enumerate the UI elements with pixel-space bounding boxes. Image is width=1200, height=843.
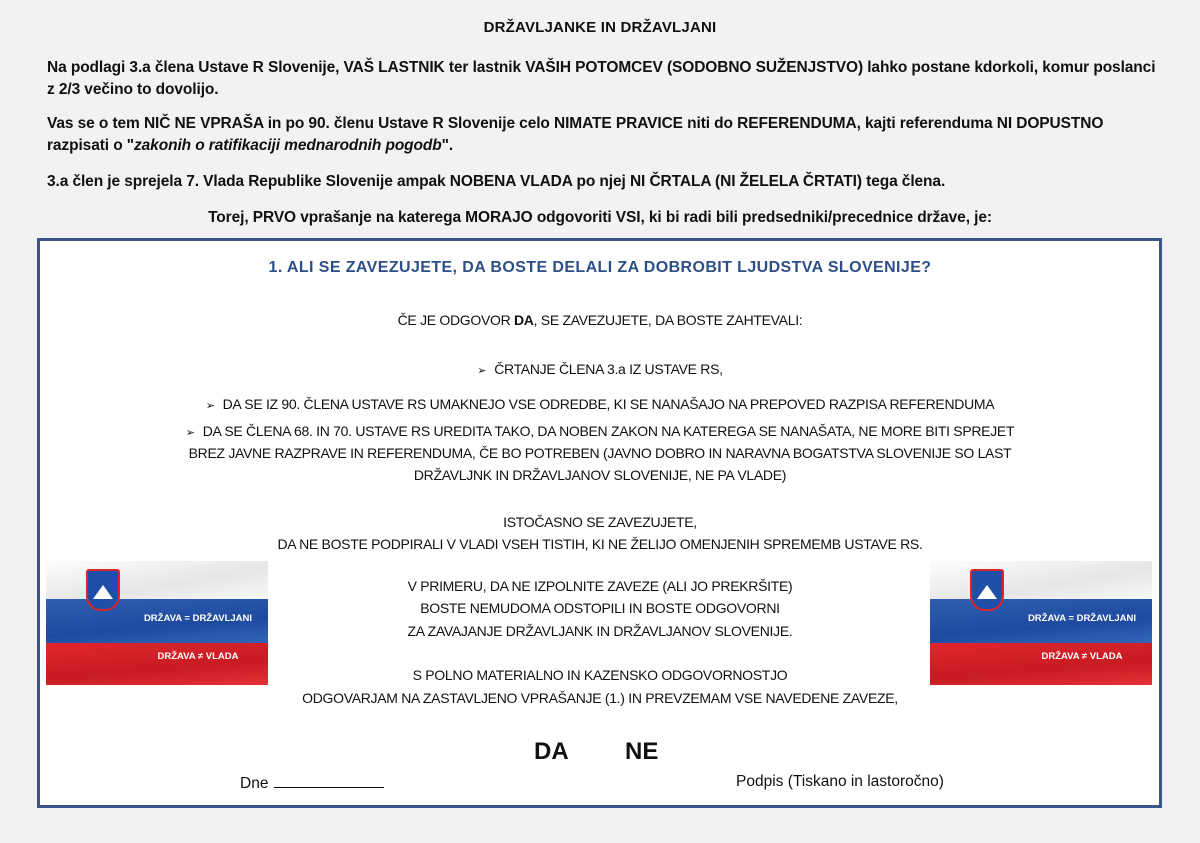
- intro-paragraph-4: [0, 207, 1200, 229]
- page-title: DRŽAVLJANKE IN DRŽAVLJANI: [483, 19, 717, 36]
- intro-paragraph-1: [47, 57, 1157, 101]
- bullet-item-3-line-3: DRŽAVLJNK IN DRŽAVLJANOV SLOVENIJE, NE PA VLADE): [413, 467, 787, 483]
- text-segment: ".: [441, 137, 454, 154]
- flag-white-stripe: [930, 561, 1152, 599]
- bullet-item-2: [0, 396, 1200, 412]
- answer-intro-text: ČE JE ODGOVOR: [397, 312, 514, 328]
- pledge-question: 1. ALI SE ZAVEZUJETE, DA BOSTE DELALI ZA DOBROBIT LJUDSTVA SLOVENIJE?: [268, 259, 932, 276]
- answer-intro-da: DA: [514, 312, 534, 328]
- text-segment: odgovoriti: [532, 209, 616, 226]
- text-segment: tega člena.: [861, 173, 946, 190]
- text-segment: 3.a člen je sprejela 7. Vlada Republike Slovenije ampak: [47, 173, 450, 190]
- text-segment: MORAJO: [465, 209, 533, 226]
- text-segment: VAŠ LASTNIK: [343, 59, 445, 76]
- bullet-item-3: [0, 423, 1200, 439]
- flag-red-stripe: [46, 643, 268, 685]
- text-segment: NI ČRTALA (NI ŽELELA ČRTATI): [629, 173, 862, 190]
- text-segment: po njej: [572, 173, 630, 190]
- answer-intro-rest: , SE ZAVEZUJETE, DA BOSTE ZAHTEVALI:: [533, 312, 803, 328]
- breach-line-3: ZA ZAVAJANJE DRŽAVLJANK IN DRŽAVLJANOV SLOVENIJE.: [407, 623, 793, 639]
- date-label: Dne: [240, 775, 269, 792]
- answer-yes-option[interactable]: DA: [534, 738, 569, 765]
- answer-no-option[interactable]: NE: [625, 738, 659, 765]
- coat-of-arms-icon: [86, 569, 120, 611]
- simultaneous-line-1: ISTOČASNO SE ZAVEZUJETE,: [503, 514, 697, 530]
- intro-paragraph-2: [47, 113, 1157, 157]
- responsibility-line-1: S POLNO MATERIALNO IN KAZENSKO ODGOVORNOSTJO: [412, 667, 788, 683]
- coat-of-arms-icon: [970, 569, 1004, 611]
- text-segment: , ki bi radi bili predsedniki/precednice države, je:: [640, 209, 992, 226]
- text-segment: Na podlagi 3.a člena Ustave R Slovenije,: [47, 59, 344, 76]
- arrow-bullet-icon: ➢: [477, 365, 487, 377]
- text-segment: , kajti referenduma: [856, 115, 997, 132]
- flag-text-2: DRŽAVA ≠ VLADA: [1041, 651, 1123, 662]
- flag-text-2: DRŽAVA ≠ VLADA: [157, 651, 239, 662]
- simultaneous-line-2: DA NE BOSTE PODPIRALI V VLADI VSEH TISTIH, KI NE ŽELIJO OMENJENIH SPREMEMB USTAVE RS.: [277, 536, 923, 552]
- text-segment: NOBENA VLADA: [449, 173, 573, 190]
- flag-text-1: DRŽAVA = DRŽAVLJANI: [143, 613, 253, 624]
- text-segment: Torej,: [208, 209, 253, 226]
- bullet-text: DA SE IZ 90. ČLENA USTAVE RS UMAKNEJO VSE ODREDBE, KI SE NANAŠAJO NA PREPOVED RAZPISA REFERENDUMA: [222, 396, 995, 412]
- slovenian-flag-image-right: [930, 561, 1152, 685]
- date-underline[interactable]: [274, 773, 384, 788]
- text-segment: in po 90. členu Ustave R Slovenije celo: [263, 115, 554, 132]
- bullet-text: ČRTANJE ČLENA 3.a IZ USTAVE RS,: [494, 361, 723, 377]
- text-segment: Vas se o tem: [47, 115, 144, 132]
- responsibility-line-2: ODGOVARJAM NA ZASTAVLJENO VPRAŠANJE (1.) IN PREVZEMAM VSE NAVEDENE ZAVEZE,: [302, 690, 898, 706]
- breach-line-1: V PRIMERU, DA NE IZPOLNITE ZAVEZE (ALI JO PREKRŠITE): [407, 578, 793, 594]
- slovenian-flag-image-left: [46, 561, 268, 685]
- arrow-bullet-icon: ➢: [205, 400, 215, 412]
- bullet-item-1: [0, 361, 1200, 377]
- text-segment: zakonih o ratifikaciji mednarodnih pogodb: [134, 137, 442, 154]
- arrow-bullet-icon: ➢: [185, 427, 195, 439]
- text-segment: VAŠIH POTOMCEV (SODOBNO SUŽENJSTVO): [525, 59, 864, 76]
- text-segment: vprašanje na katerega: [296, 209, 466, 226]
- text-segment: ter lastnik: [444, 59, 526, 76]
- text-segment: NIČ NE VPRAŠA: [143, 115, 264, 132]
- flag-red-stripe: [930, 643, 1152, 685]
- bullet-text: DA SE ČLENA 68. IN 70. USTAVE RS UREDITA TAKO, DA NOBEN ZAKON NA KATEREGA SE NANAŠATA, NE MORE BITI SPREJET: [202, 423, 1015, 439]
- text-segment: lahko postane kdorkoli, komur poslanci z 2/3 večino to dovolijo.: [47, 59, 1156, 98]
- date-field[interactable]: [240, 773, 384, 793]
- intro-paragraph-3: [47, 171, 1157, 193]
- text-segment: PRVO: [252, 209, 297, 226]
- flag-text-1: DRŽAVA = DRŽAVLJANI: [1027, 613, 1137, 624]
- text-segment: NIMATE PRAVICE: [554, 115, 683, 132]
- text-segment: NI DOPUSTNO: [996, 115, 1104, 132]
- bullet-item-3-line-2: BREZ JAVNE RAZPRAVE IN REFERENDUMA, ČE BO POTREBEN (JAVNO DOBRO IN NARAVNA BOGATSTVA SLOVENIJE SO LAST: [188, 445, 1012, 461]
- text-segment: REFERENDUMA: [737, 115, 857, 132]
- answer-intro: [0, 312, 1200, 328]
- text-segment: niti do: [682, 115, 738, 132]
- flag-white-stripe: [46, 561, 268, 599]
- signature-label: Podpis (Tiskano in lastoročno): [736, 773, 944, 790]
- text-segment: razpisati o ": [47, 137, 135, 154]
- breach-line-2: BOSTE NEMUDOMA ODSTOPILI IN BOSTE ODGOVORNI: [420, 600, 780, 616]
- text-segment: VSI: [615, 209, 641, 226]
